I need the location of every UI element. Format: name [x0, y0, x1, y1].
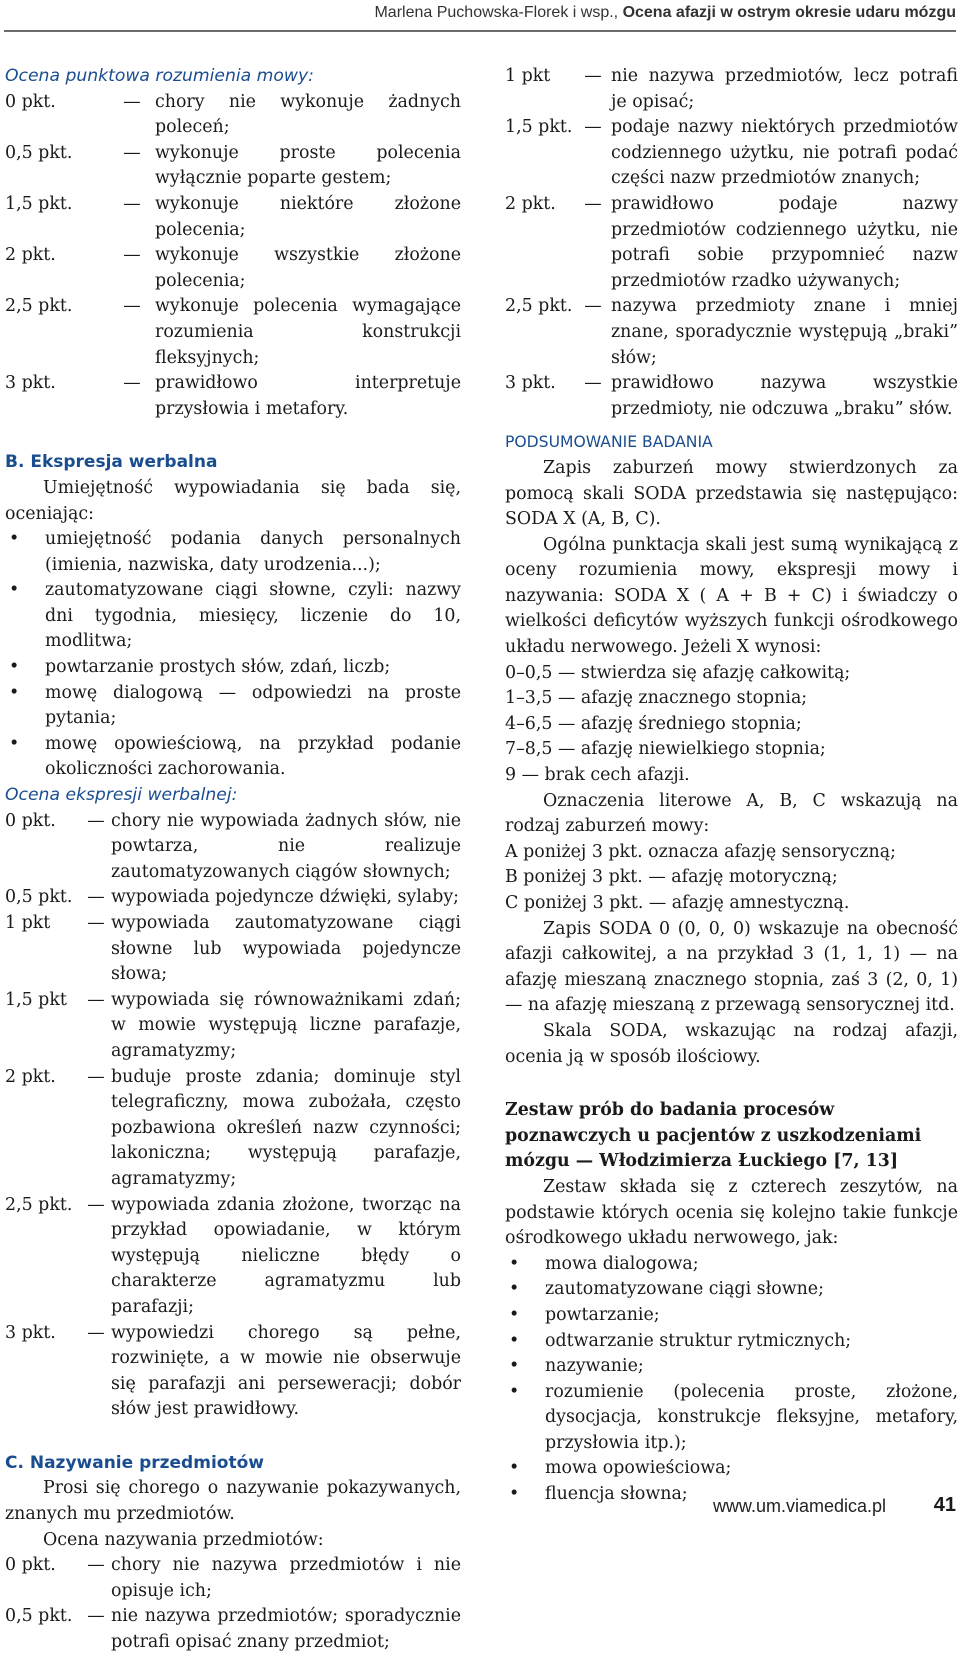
score-key: 2,5 pkt. — [505, 296, 573, 317]
bullet-mark: • — [509, 1304, 520, 1325]
score-row — [505, 371, 958, 422]
score-dash: — — [87, 989, 105, 1010]
heading-rozumienie: Ocena punktowa rozumienia mowy: — [5, 66, 314, 86]
score-key: 2 pkt. — [5, 245, 56, 266]
score-row — [5, 988, 461, 1065]
ekspresja-list — [5, 809, 461, 1423]
score-text: chory nie nazywa przedmiotów i nie opisuje ich; — [111, 1555, 461, 1601]
score-text: wykonuje niektóre złożone polecenia; — [155, 193, 461, 240]
bullet-text: mowa dialogowa; — [545, 1253, 699, 1274]
score-row — [5, 243, 461, 294]
letters-intro: Oznaczenia literowe A, B, C wskazują na rodzaj zaburzeń mowy: — [505, 790, 958, 837]
left-column — [5, 64, 461, 1656]
text-line: C poniżej 3 pkt. — afazję amnestyczną. — [505, 893, 850, 913]
bullet-text: odtwarzanie struktur rytmicznych; — [545, 1330, 852, 1351]
bullet-text: zautomatyzowane ciągi słowne, czyli: nazwy dni tygodnia, miesięcy, liczenie do 10, modlitwa; — [45, 580, 461, 652]
score-text: wykonuje proste polecenia wyłącznie poparte gestem; — [155, 142, 461, 189]
score-row — [5, 911, 461, 988]
bullet-mark: • — [509, 1279, 520, 1300]
bullet-text: nazywanie; — [545, 1356, 644, 1377]
score-key: 0 pkt. — [5, 91, 56, 112]
bullet-text: mowę opowieściową, na przykład podanie okoliczności zachorowania. — [45, 733, 461, 780]
bullet-text: powtarzanie; — [545, 1304, 660, 1325]
bullet-mark: • — [9, 657, 20, 678]
score-text: wypowiada zdania złożone, tworząc na przykład opowiadanie, w którym występują nieliczne błędy o charakterze agramatyzmu lub parafazji; — [111, 1194, 461, 1317]
score-key: 0 pkt. — [5, 810, 56, 831]
summary-heading: PODSUMOWANIE BADANIA — [505, 433, 713, 452]
score-text: wypowiada zautomatyzowane ciągi słowne lub wypowiada pojedyncze słowa; — [111, 913, 461, 985]
text-line: A poniżej 3 pkt. oznacza afazję sensoryczną; — [505, 841, 896, 862]
score-text: chory nie wypowiada żadnych słów, nie powtarza, nie realizuje zautomatyzowanych ciągów słownych; — [111, 810, 461, 882]
score-row — [5, 1193, 461, 1321]
score-text: nie nazywa przedmiotów, lecz potrafi je opisać; — [611, 66, 958, 112]
text-line: 7–8,5 — afazję niewielkiego stopnia; — [505, 739, 826, 760]
nazywanie-right-list — [505, 64, 958, 422]
score-row — [5, 1321, 461, 1423]
section-c-heading: Ocena nazywania przedmiotów: — [43, 1529, 324, 1550]
score-text: chory nie wykonuje żadnych poleceń; — [155, 91, 461, 138]
page-number: 41 — [933, 1494, 956, 1516]
text-line: 9 — brak cech afazji. — [505, 765, 690, 786]
nazywanie-left-list — [5, 1553, 461, 1655]
bullet-mark: • — [509, 1381, 520, 1402]
score-dash: — — [87, 913, 105, 933]
score-key: 0,5 pkt. — [5, 142, 73, 163]
bullet-mark: • — [9, 580, 20, 601]
footer-url[interactable]: www.um.viamedica.pl — [712, 1496, 886, 1516]
bullet-text: umiejętność podania danych personalnych (imienia, nazwiska, daty urodzenia...); — [45, 529, 461, 575]
score-row — [505, 294, 958, 371]
header-title: Ocena afazji w ostrym okresie udaru mózgu — [622, 4, 956, 21]
page-footer — [0, 1494, 960, 1524]
bullet-item — [505, 1456, 958, 1482]
score-key: 3 pkt. — [505, 373, 556, 394]
ranges-list — [505, 661, 958, 789]
score-row — [5, 809, 461, 886]
score-dash: — — [584, 117, 602, 138]
bullet-item — [5, 578, 461, 655]
score-dash: — — [123, 296, 141, 317]
score-row — [5, 90, 461, 141]
bullet-item — [505, 1380, 958, 1457]
score-key: 1,5 pkt — [5, 989, 67, 1010]
section-b-title: B. Ekspresja werbalna — [5, 452, 218, 473]
score-dash: — — [584, 296, 602, 317]
header-rule — [4, 30, 956, 32]
zestaw-paragraph: Zestaw składa się z czterech zeszytów, na podstawie których ocenia się kolejno takie funkcje ośrodkowego układu nerwowego, jak: — [505, 1176, 958, 1249]
text-line: B poniżej 3 pkt. — afazję motoryczną; — [505, 867, 838, 888]
score-dash: — — [123, 245, 141, 266]
bullet-item — [5, 681, 461, 732]
score-text: prawidłowo nazywa wszystkie przedmioty, nie odczuwa „braku” słów. — [611, 373, 958, 419]
bullet-item — [505, 1252, 958, 1278]
score-text: buduje proste zdania; dominuje styl telegraficzny, mowa zubożała, często pozbawiona określeń nazw czynności; lakoniczna; występują parafazje, agramatyzmy; — [111, 1066, 461, 1189]
score-key: 2 pkt. — [505, 193, 556, 214]
score-dash: — — [87, 1606, 105, 1627]
text-line: 0–0,5 — stwierdza się afazję całkowitą; — [505, 662, 851, 683]
letters-list — [505, 840, 958, 917]
section-c-intro: Prosi się chorego o nazywanie pokazywanych, znanych mu przedmiotów. — [5, 1478, 461, 1525]
score-dash: — — [87, 1555, 105, 1576]
bullet-item — [5, 527, 461, 578]
bullet-text: fluencja słowna; — [545, 1484, 688, 1505]
score-row — [5, 192, 461, 243]
score-key: 2 pkt. — [5, 1066, 56, 1087]
bullet-item — [505, 1329, 958, 1355]
score-row — [5, 1604, 461, 1655]
score-text: nie nazywa przedmiotów; sporadycznie potrafi opisać znany przedmiot; — [111, 1606, 461, 1653]
score-key: 1 pkt — [5, 913, 51, 933]
text-line: 1–3,5 — afazję znacznego stopnia; — [505, 688, 808, 709]
bullet-mark: • — [9, 682, 20, 703]
score-dash: — — [123, 91, 141, 112]
text-line: 4–6,5 — afazję średniego stopnia; — [505, 713, 802, 734]
score-row — [5, 1553, 461, 1604]
score-dash: — — [123, 142, 141, 163]
score-key: 2,5 pkt. — [5, 1194, 73, 1215]
bullet-mark: • — [509, 1484, 520, 1505]
section-b-intro: Umiejętność wypowiadania się bada się, oceniając: — [5, 477, 461, 524]
bullet-text: zautomatyzowane ciągi słowne; — [545, 1279, 824, 1300]
heading-ekspresja: Ocena ekspresji werbalnej: — [5, 785, 238, 806]
score-key: 0 pkt. — [5, 1555, 56, 1576]
score-row — [5, 141, 461, 192]
section-b-bullets — [5, 527, 461, 783]
bullet-text: mowa opowieściowa; — [545, 1458, 732, 1479]
score-dash: — — [87, 1066, 105, 1087]
score-dash: — — [123, 193, 141, 214]
score-dash: — — [87, 887, 105, 908]
bullet-item — [5, 655, 461, 681]
score-row — [5, 885, 461, 911]
summary-paragraph-4: Skala SODA, wskazując na rodzaj afazji, ocenia ją w sposób ilościowy. — [505, 1020, 958, 1067]
score-text: wypowiada się równoważnikami zdań; w mowie występują liczne parafazje, agramatyzmy; — [111, 989, 461, 1061]
bullet-item — [505, 1277, 958, 1303]
score-text: podaje nazwy niektórych przedmiotów codziennego użytku, nie potrafi podać części nazw przedmiotów znanych; — [611, 117, 958, 189]
running-header — [0, 0, 960, 60]
bullet-text: rozumienie (polecenia proste, złożone, dysocjacja, konstrukcje fleksyjne, metafory, przysłowia itp.); — [545, 1381, 958, 1453]
bullet-mark: • — [509, 1253, 520, 1274]
bullet-mark: • — [9, 529, 20, 550]
bullet-text: powtarzanie prostych słów, zdań, liczb; — [45, 657, 391, 678]
score-text: prawidłowo podaje nazwy przedmiotów codziennego użytku, nie potrafi sobie przypomnieć nazw przedmiotów rzadko używanych; — [611, 193, 958, 291]
score-text: wypowiedzi chorego są pełne, rozwinięte, a w mowie nie obserwuje się parafazji ani perseweracji; dobór słów jest prawidłowy. — [111, 1322, 461, 1420]
header-text — [374, 4, 956, 22]
score-text: wykonuje polecenia wymagające rozumienia konstrukcji fleksyjnych; — [155, 296, 461, 368]
score-dash: — — [584, 373, 602, 394]
right-column — [505, 64, 958, 1508]
bullet-item — [505, 1354, 958, 1380]
score-row — [505, 192, 958, 294]
summary-paragraph-2: Ogólna punktacja skali jest sumą wynikającą z oceny rozumienia mowy, ekspresji mowy i nazywania: SODA X ( A + B + C) i świadczy o wielkości deficytów wyższych funkcji ośrodkowego układu nerwowego. Jeżeli X wynosi: — [505, 534, 958, 658]
zestaw-heading: Zestaw prób do badania procesów poznawczych u pacjentów z uszkodzeniami mózgu — Włodzimierza Łuckiego [7, 13] — [505, 1100, 922, 1172]
score-key: 0,5 pkt. — [5, 887, 73, 908]
bullet-mark: • — [9, 733, 20, 754]
score-key: 2,5 pkt. — [5, 296, 73, 317]
section-c-title: C. Nazywanie przedmiotów — [5, 1452, 264, 1473]
score-row — [5, 1065, 461, 1193]
score-key: 1,5 pkt. — [505, 117, 573, 138]
score-row — [505, 115, 958, 192]
score-row — [5, 371, 461, 422]
summary-paragraph-1: Zapis zaburzeń mowy stwierdzonych za pomocą skali SODA przedstawia się następująco: SODA X (A, B, C). — [505, 457, 958, 530]
score-dash: — — [584, 193, 602, 214]
bullet-mark: • — [509, 1356, 520, 1377]
score-key: 1,5 pkt. — [5, 193, 73, 214]
header-authors: Marlena Puchowska-Florek i wsp., — [374, 4, 619, 21]
bullet-item — [505, 1303, 958, 1329]
bullet-mark: • — [509, 1458, 520, 1479]
rozumienie-list — [5, 90, 461, 423]
score-row — [505, 64, 958, 115]
score-row — [5, 294, 461, 371]
score-dash: — — [584, 66, 602, 86]
score-key: 1 pkt — [505, 66, 551, 86]
score-text: prawidłowo interpretuje przysłowia i metafory. — [155, 373, 461, 419]
score-text: nazywa przedmioty znane i mniej znane, sporadycznie występują „braki” słów; — [611, 296, 958, 368]
bullet-item — [5, 732, 461, 783]
score-dash: — — [87, 810, 105, 831]
score-dash: — — [87, 1322, 105, 1343]
summary-paragraph-3: Zapis SODA 0 (0, 0, 0) wskazuje na obecność afazji całkowitej, a na przykład 3 (1, 1, 1) — na afazję mieszaną znacznego stopnia, zaś 3 (2, 0, 1) — na afazję mieszaną z przewagą sensorycznej itd. — [505, 918, 958, 1016]
score-text: wykonuje wszystkie złożone polecenia; — [155, 245, 461, 291]
score-key: 0,5 pkt. — [5, 1606, 73, 1627]
score-key: 3 pkt. — [5, 373, 56, 394]
score-dash: — — [87, 1194, 105, 1215]
score-dash: — — [123, 373, 141, 394]
score-key: 3 pkt. — [5, 1322, 56, 1343]
bullet-text: mowę dialogową — odpowiedzi na proste pytania; — [45, 682, 461, 729]
bullet-mark: • — [509, 1330, 520, 1351]
zestaw-bullets — [505, 1252, 958, 1508]
score-text: wypowiada pojedyncze dźwięki, sylaby; — [111, 887, 460, 908]
